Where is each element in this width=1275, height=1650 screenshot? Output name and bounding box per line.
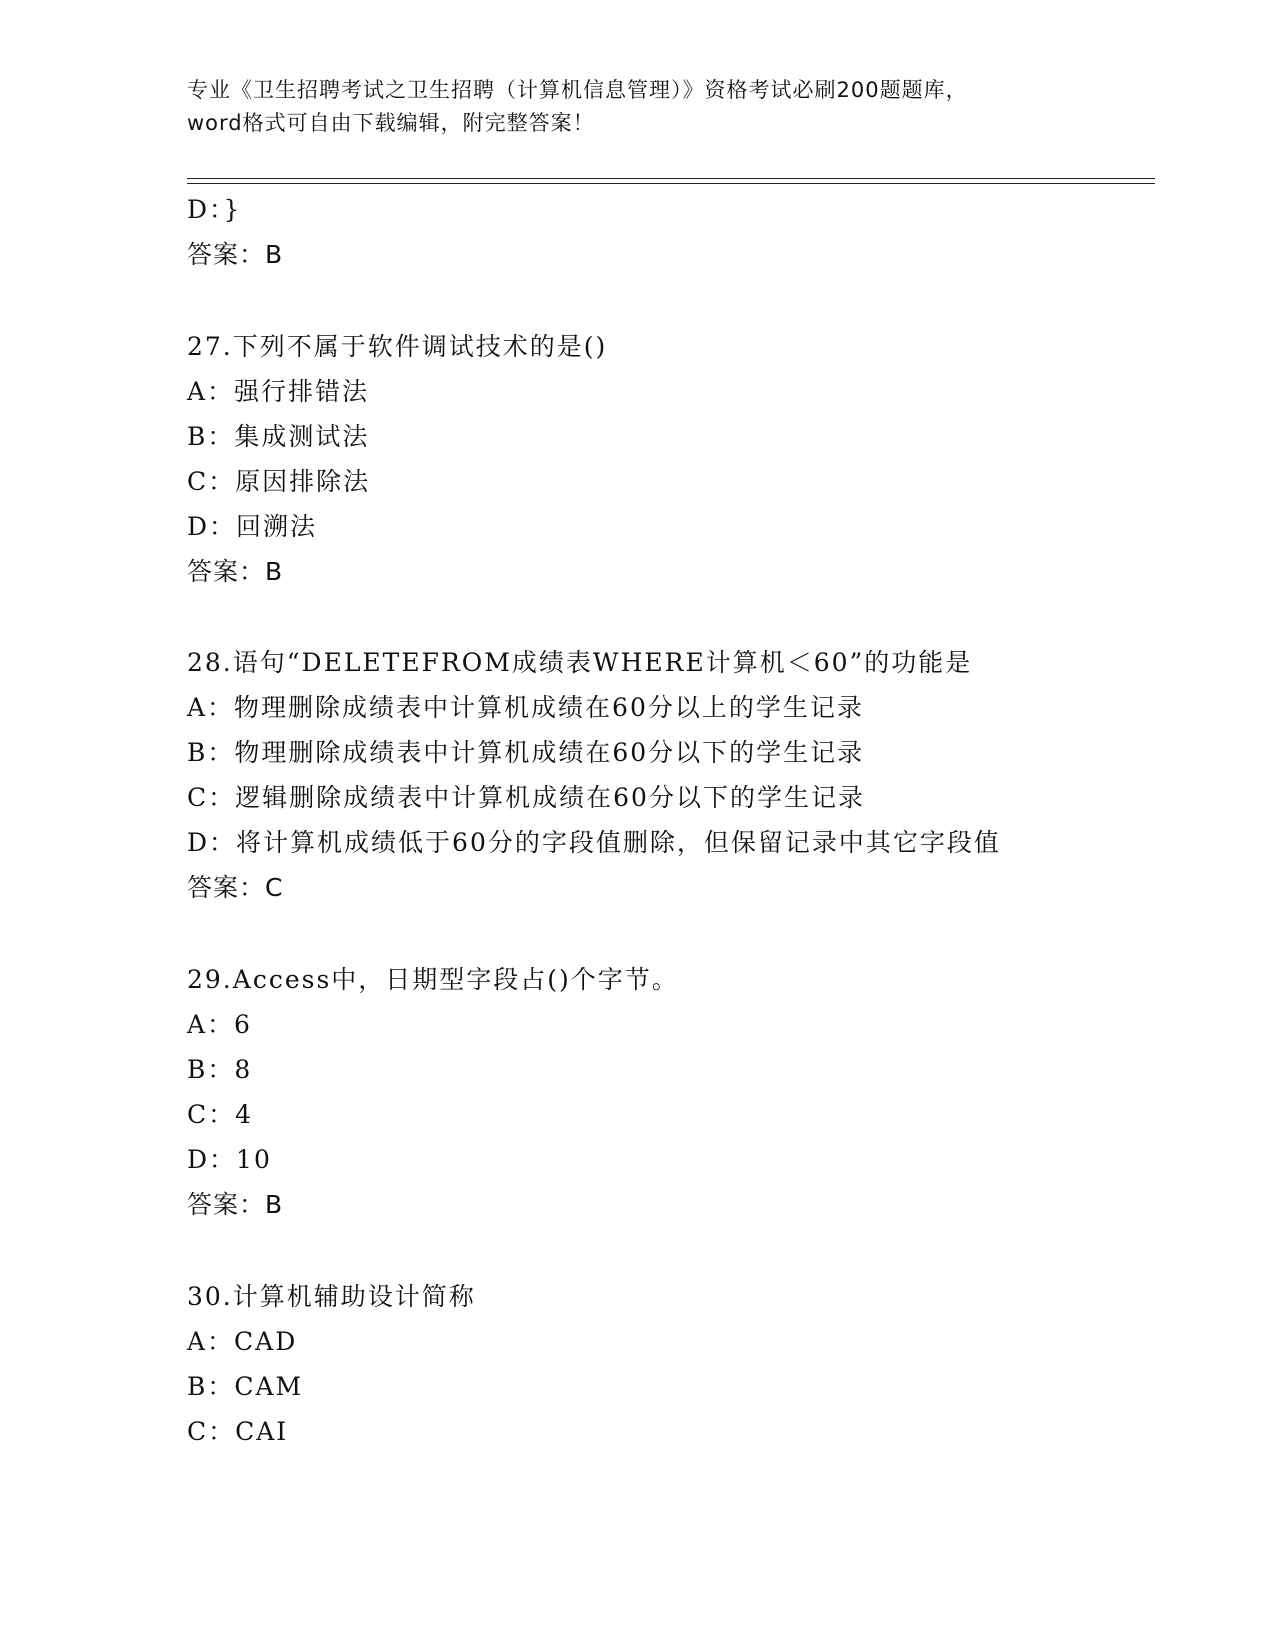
question-28-title: 28.语句“DELETEFROM成绩表WHERE计算机＜60”的功能是	[187, 648, 973, 677]
document-header	[187, 74, 1087, 140]
header-line-2: word格式可自由下载编辑，附完整答案！	[187, 111, 595, 135]
question-28-option-d: D：将计算机成绩低于60分的字段值删除，但保留记录中其它字段值	[187, 828, 1001, 857]
question-29-answer: 答案：B	[187, 1190, 284, 1219]
question-27-option-c: C：原因排除法	[187, 467, 371, 496]
question-29-option-b: B：8	[187, 1055, 253, 1084]
question-27-option-b: B：集成测试法	[187, 422, 370, 451]
header-divider-bottom	[187, 183, 1155, 184]
question-27-answer: 答案：B	[187, 557, 284, 586]
question-28-option-c: C：逻辑删除成绩表中计算机成绩在60分以下的学生记录	[187, 783, 865, 812]
question-27-option-a: A：强行排错法	[187, 377, 370, 406]
question-29-option-a: A：6	[187, 1010, 252, 1039]
question-28-option-b: B：物理删除成绩表中计算机成绩在60分以下的学生记录	[187, 738, 865, 767]
question-27-title: 27.下列不属于软件调试技术的是()	[187, 332, 608, 361]
question-29-title: 29.Access中，日期型字段占()个字节。	[187, 965, 679, 994]
question-29-option-c: C：4	[187, 1100, 254, 1129]
question-29-option-d: D：10	[187, 1145, 272, 1174]
question-30-option-b: B：CAM	[187, 1372, 304, 1401]
question-28-answer: 答案：C	[187, 873, 284, 902]
question-27-option-d: D：回溯法	[187, 512, 318, 541]
answer: 答案：B	[187, 240, 284, 269]
question-30-option-a: A：CAD	[187, 1327, 298, 1356]
question-30-title: 30.计算机辅助设计简称	[187, 1282, 476, 1311]
question-28-option-a: A：物理删除成绩表中计算机成绩在60分以上的学生记录	[187, 693, 864, 722]
question-30-option-c: C：CAI	[187, 1417, 289, 1446]
header-divider-top	[187, 178, 1155, 179]
option-d: D：}	[187, 195, 242, 224]
header-line-1: 专业《卫生招聘考试之卫生招聘（计算机信息管理）》资格考试必刷200题题库，	[187, 78, 968, 102]
